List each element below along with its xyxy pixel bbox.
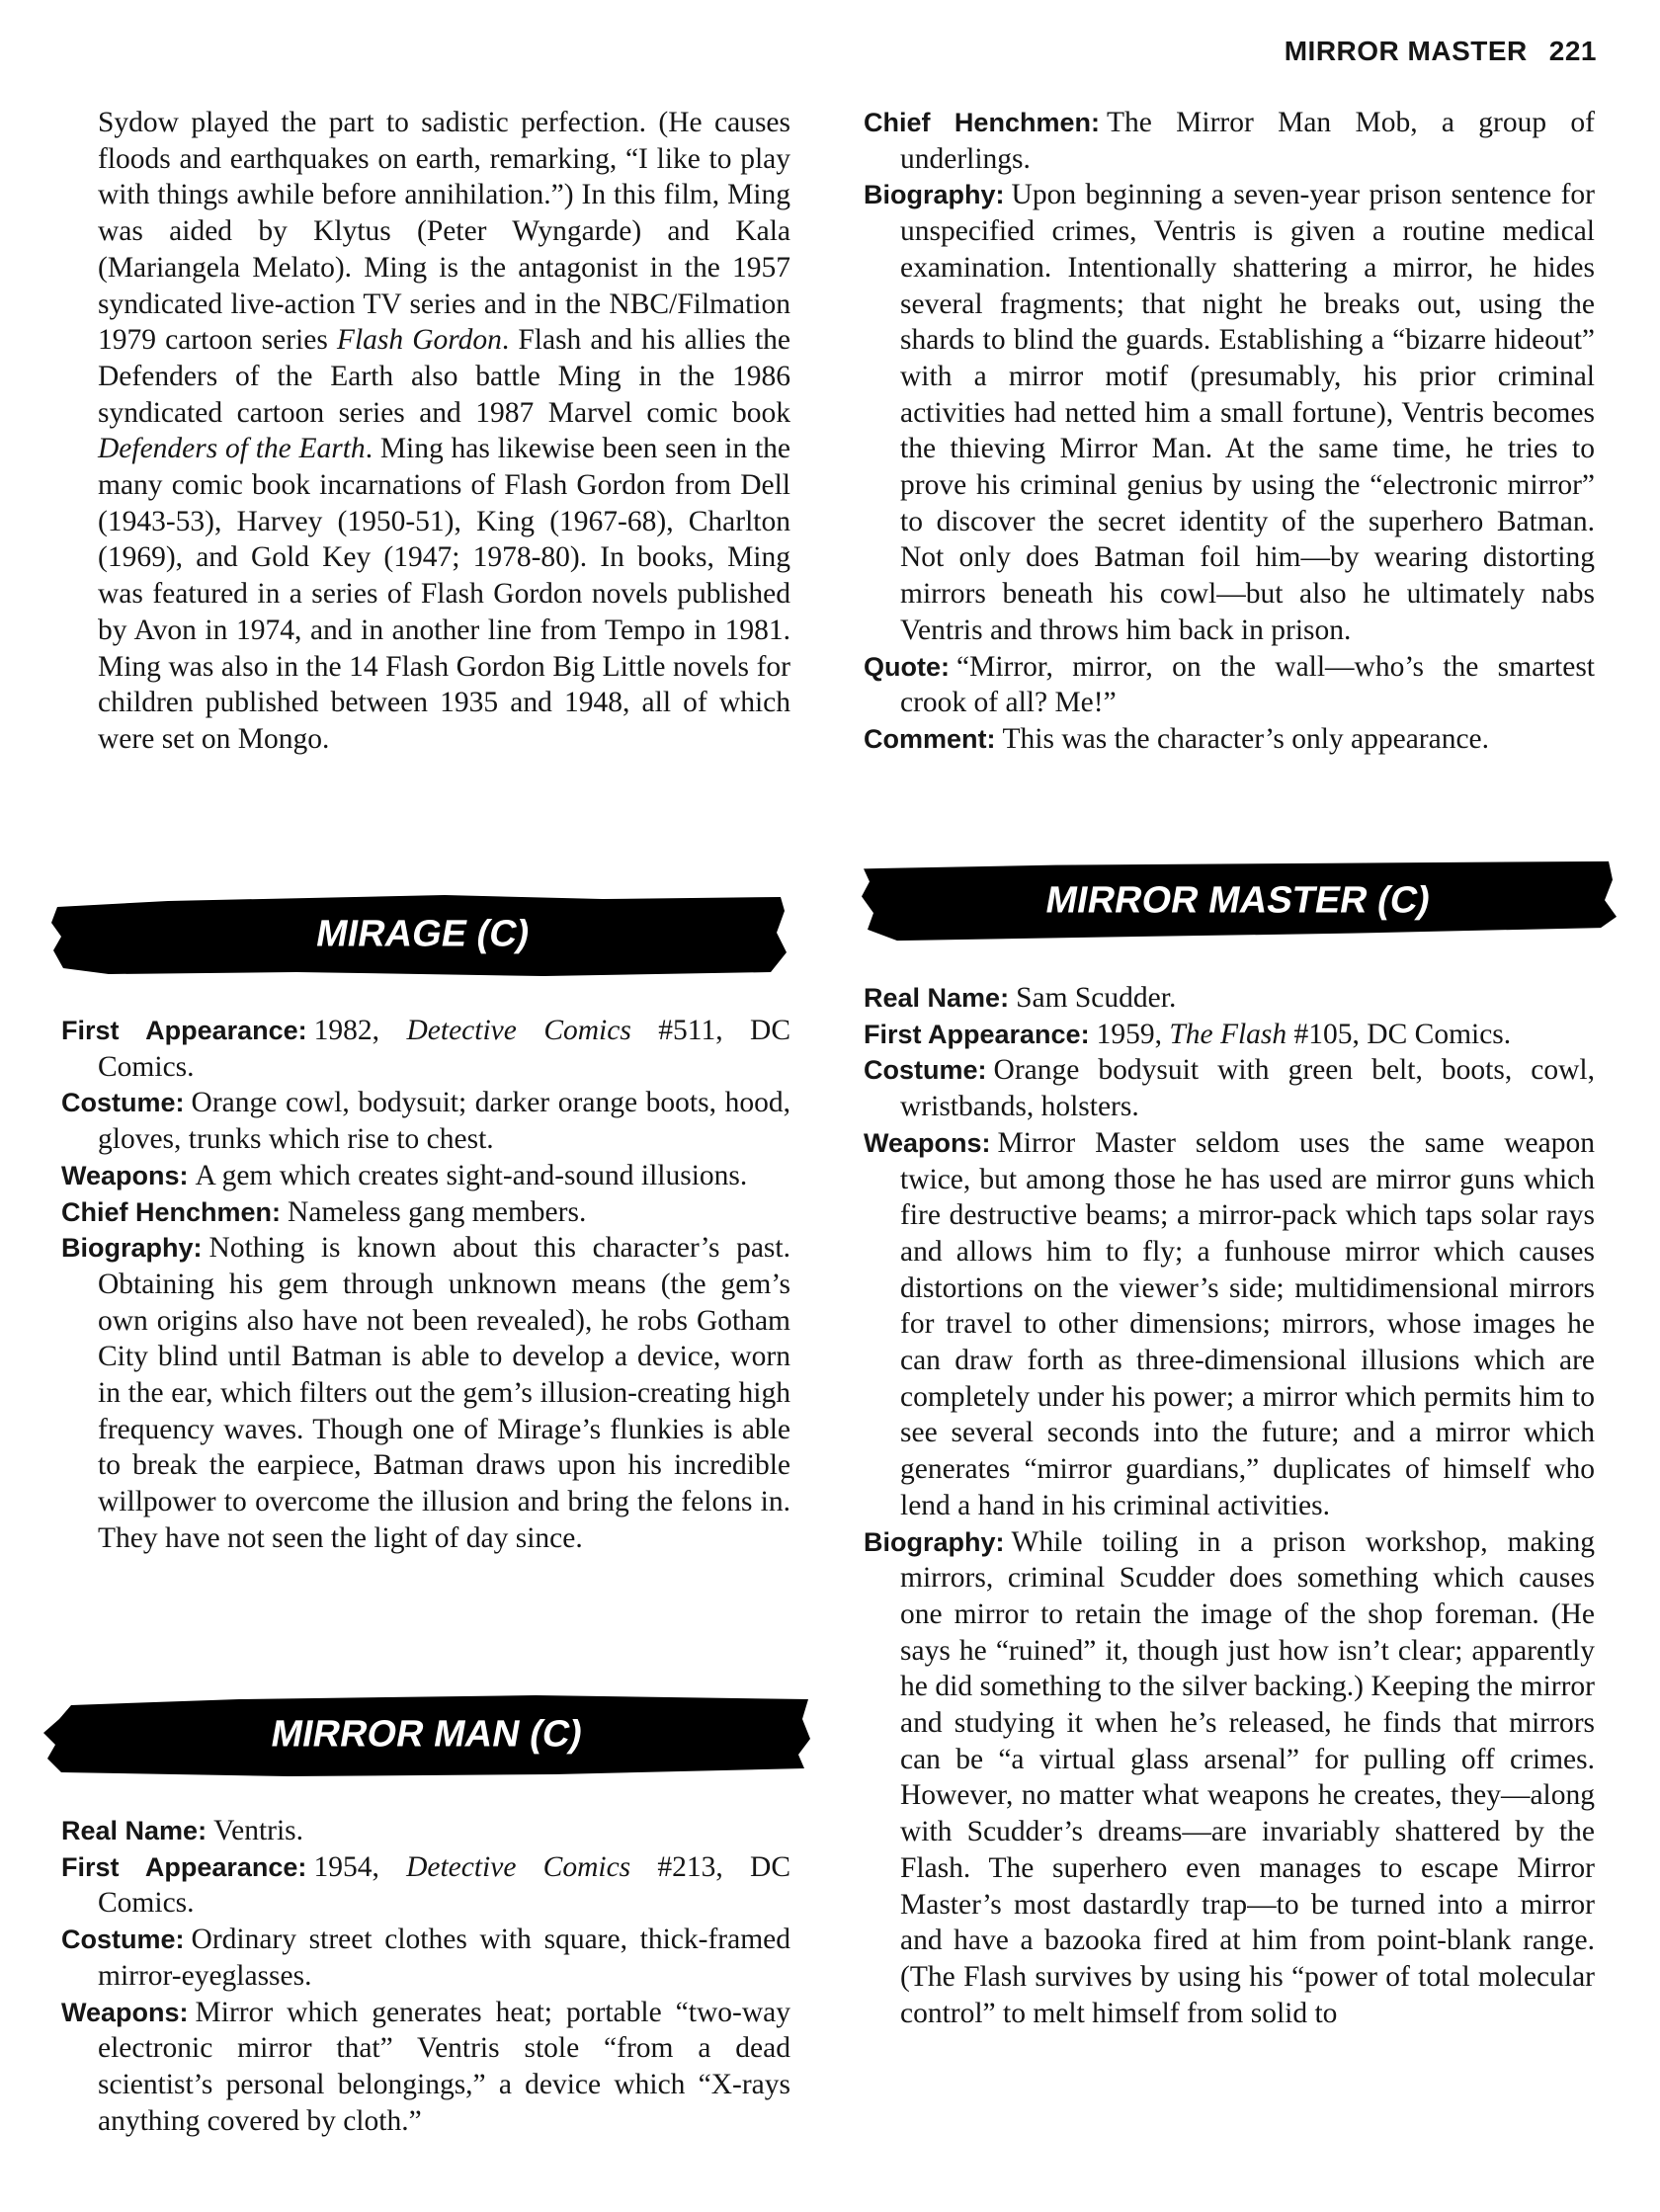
mirror-man-entries-continued: [864, 105, 1595, 758]
entry-costume: [61, 1085, 790, 1157]
italic-title: Defenders of the Earth: [98, 433, 366, 465]
body-text: Mirror which generates heat; portable “two-way electronic mirror that” Ventris stole “from a dead scientist’s personal belongings,” a device which “X-rays anything covered by cloth.”: [98, 1996, 790, 2137]
body-text: 1982,: [313, 1015, 407, 1046]
body-text: #105, DC Comics.: [1286, 1018, 1512, 1050]
entry-label: Quote:: [864, 651, 950, 682]
body-text: Sam Scudder.: [1016, 982, 1177, 1014]
entry-real-name: [61, 1813, 790, 1849]
entry-label: Comment:: [864, 723, 996, 754]
body-text: Nameless gang members.: [288, 1195, 587, 1228]
entry-biography: [61, 1230, 790, 1556]
entry-label: Weapons:: [864, 1127, 991, 1158]
body-text: Orange bodysuit with green belt, boots, cowl, wristbands, holsters.: [900, 1054, 1595, 1123]
entry-biography: [864, 177, 1595, 648]
body-text: Upon beginning a seven-year prison sentence for unspecified crimes, Ventris is given a routine medical examination. Intentionally shattering a mirror, he hides several fragments; that night he breaks out, using the shards to blind the guards. Establishing a “bizarre hideout” with a mirror motif (presumably, his prior criminal activities had netted him a small fortune), Ventris becomes the thieving Mirror Man. At the same time, he tries to prove his criminal genius by using the “electronic mirror” to discover the secret identity of the superhero Batman. Not only does Batman foil him—by wearing distorting mirrors beneath his cowl—but also he ultimately nabs Ventris and throws him back in prison.: [900, 179, 1595, 646]
entry-costume: [61, 1922, 790, 1994]
running-header: [1285, 36, 1597, 67]
entry-label: Chief Henchmen:: [61, 1196, 282, 1227]
section-title: MIRAGE (C): [312, 913, 534, 955]
entry-chief-henchmen: [61, 1194, 790, 1231]
entry-label: Real Name:: [61, 1816, 208, 1845]
italic-title: The Flash: [1169, 1018, 1287, 1050]
intro-text: [61, 105, 790, 758]
body-text: . Ming has likewise been seen in the many comic book incarnations of Flash Gordon from Dell (1943-53), Harvey (1950-51), King (1967-68), Charlton (1969), and Gold Key (1947; 1978-80). In books, Ming was featured in a series of Flash Gordon novels published by Avon in 1974, and in another line from Tempo in 1981. Ming was also in the 14 Flash Gordon Big Little novels for children published between 1935 and 1948, all of which were set on Mongo.: [98, 433, 790, 755]
italic-title: Detective Comics: [406, 1850, 631, 1883]
body-text: Ordinary street clothes with square, thick-framed mirror-eyeglasses.: [98, 1924, 790, 1992]
body-text: A gem which creates sight-and-sound illusions.: [195, 1159, 748, 1191]
entry-label: Weapons:: [61, 1997, 189, 2027]
entry-first-appearance: [864, 1017, 1595, 1053]
entry-first-appearance: [61, 1013, 790, 1085]
body-text: “Mirror, mirror, on the wall—who’s the smartest crook of all? Me!”: [900, 650, 1595, 719]
section-title: MIRROR MASTER (C): [1042, 879, 1434, 922]
mirror-master-entries: [864, 980, 1595, 2031]
entry-label: Weapons:: [61, 1160, 189, 1190]
body-text: Ventris.: [213, 1815, 304, 1846]
intro-paragraph: [61, 105, 790, 758]
entry-label: Chief Henchmen:: [864, 108, 1100, 137]
entry-label: Biography:: [864, 1526, 1005, 1557]
body-text: #213, DC Comics.: [98, 1850, 791, 1920]
entry-label: First Appearance:: [864, 1019, 1090, 1049]
entry-label: Costume:: [864, 1055, 987, 1086]
entry-quote: [864, 649, 1595, 721]
entry-real-name: [864, 980, 1595, 1017]
entry-chief-henchmen: [864, 105, 1595, 177]
section-banner-mirror-master: [858, 860, 1618, 942]
section-banner-mirror-man: [42, 1693, 812, 1776]
entry-label: First Appearance:: [61, 1851, 307, 1882]
body-text: #511, DC Comics.: [98, 1015, 791, 1083]
body-text: Sydow played the part to sadistic perfection. (He causes floods and earthquakes on earth, remarking, “I like to play with things awhile before annihilation.”) In this film, Ming was aided by Klytus (Peter Wyngarde) and Kala (Mariangela Melato). Ming is the antagonist in the 1957 syndicated live-action TV series and in the NBC/Filmation 1979 cartoon series: [98, 107, 790, 357]
body-text: 1954,: [313, 1850, 407, 1883]
entry-label: Costume:: [61, 1925, 185, 1955]
mirage-entries: [61, 1013, 790, 1557]
italic-title: Detective Comics: [406, 1015, 631, 1046]
section-title: MIRROR MAN (C): [268, 1713, 587, 1756]
body-text: Nothing is known about this character’s past. Obtaining his gem through unknown means (the gem’s own origins also have not been revealed), he robs Gotham City blind until Batman is able to develop a device, worn in the ear, which filters out the gem’s illusion-creating high frequency waves. Though one of Mirage’s flunkies is able to break the earpiece, Batman draws upon his incredible willpower to overcome the illusion and bring the felons in. They have not seen the light of day since.: [98, 1232, 790, 1554]
section-banner-mirage: [49, 893, 796, 976]
entry-costume: [864, 1052, 1595, 1124]
entry-weapons: [61, 1995, 790, 2140]
body-text: This was the character’s only appearance.: [1002, 722, 1490, 755]
entry-label: Real Name:: [864, 983, 1010, 1013]
body-text: Mirror Master seldom uses the same weapon twice, but among those he has used are mirror guns which fire destructive beams; a mirror-pack which taps solar rays and allows him to fly; a funhouse mirror which causes distortions on the viewer’s side; multidimensional mirrors for travel to other dimensions; mirrors, whose images he can draw forth as three-dimensional illusions which are completely under his power; a mirror which permits him to see several seconds into the future; and a mirror which generates “mirror guardians,” duplicates of himself who lend a hand in his criminal activities.: [900, 1126, 1595, 1521]
mirror-man-entries: [61, 1813, 790, 2139]
entry-label: Costume:: [61, 1088, 185, 1118]
entry-weapons: [864, 1125, 1595, 1524]
entry-label: Biography:: [864, 180, 1005, 210]
body-text: 1959,: [1096, 1018, 1170, 1050]
entry-comment: [864, 721, 1595, 758]
body-text: The Mirror Man Mob, a group of underlings.: [900, 107, 1595, 175]
page-number: 221: [1548, 36, 1597, 66]
entry-weapons: [61, 1158, 790, 1194]
body-text: While toiling in a prison workshop, making mirrors, criminal Scudder does something which causes one mirror to retain the image of the shop foreman. (He says he “ruined” it, though just how isn’t clear; apparently he did something to the silver backing.) Keeping the mirror and studying it when he’s released, he finds that mirrors can be “a virtual glass arsenal” for pulling off crimes. However, no matter what weapons he creates, they—along with Scudder’s dreams—are invariably shattered by the Flash. The superhero even manages to escape Mirror Master’s most dastardly trap—to be turned into a mirror and have a bazooka fired at him from point-blank range. (The Flash survives by using his “power of total molecular control” to melt himself from solid to: [900, 1525, 1595, 2029]
italic-title: Flash Gordon: [336, 324, 502, 357]
entry-label: Biography:: [61, 1233, 203, 1264]
entry-label: First Appearance:: [61, 1016, 307, 1045]
body-text: Orange cowl, bodysuit; darker orange boots, hood, gloves, trunks which rise to chest.: [98, 1087, 790, 1156]
entry-first-appearance: [61, 1849, 790, 1922]
running-header-title: MIRROR MASTER: [1284, 36, 1528, 66]
entry-biography: [864, 1524, 1595, 2032]
body-text: . Flash and his allies the Defenders of the Earth also battle Ming in the 1986 syndicated cartoon series and 1987 Marvel comic book: [98, 324, 790, 429]
